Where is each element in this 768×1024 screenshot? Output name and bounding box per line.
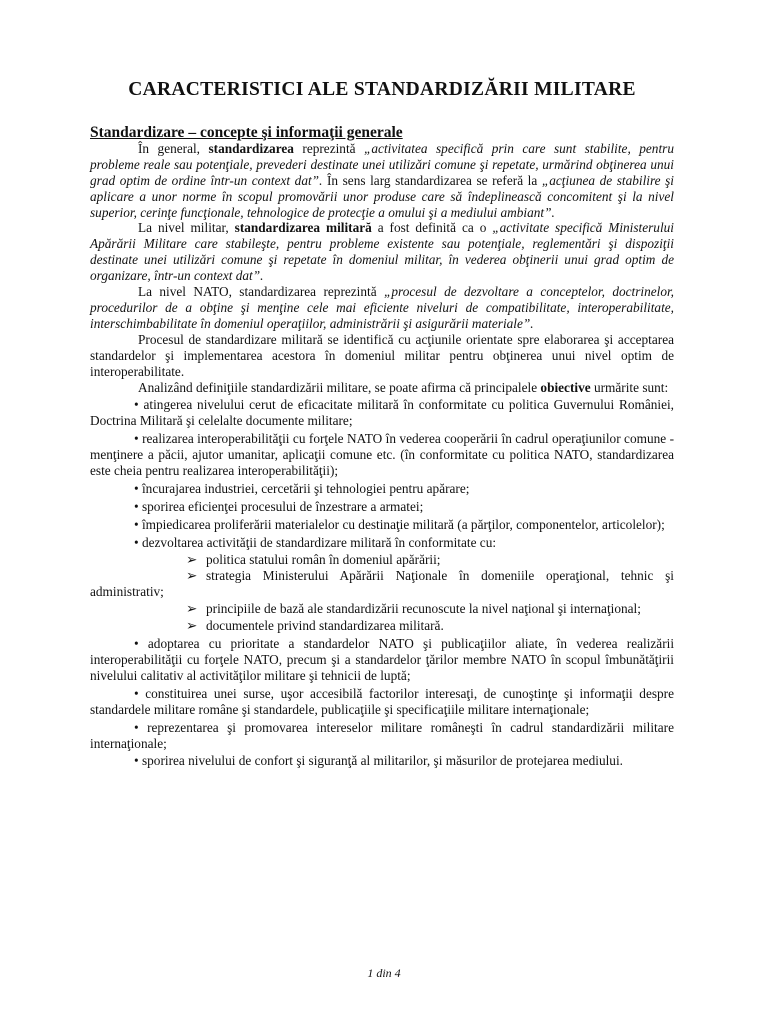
- text-span: a fost definită ca o: [371, 220, 493, 236]
- bullet-icon: •: [134, 719, 139, 735]
- list-item-text: realizarea interoperabilităţii cu forţele NATO în vederea cooperării în cadrul operaţiunilor comune - menţinere a păcii, ajutor umanitar, aplicaţii comune etc. (în conformitate cu politica NATO, standardizarea este cheia pentru realizarea interoperabilităţii);: [90, 431, 674, 479]
- list-item-text: atingerea nivelului cerut de eficacitate militară în conformitate cu politica Guvernului României, Doctrina Militară şi celelalte documente militare;: [90, 397, 675, 429]
- page-number: 1 din 4: [367, 966, 401, 980]
- list-item-text: adoptarea cu prioritate a standardelor NATO şi publicaţiilor aliate, în vederea realizării interoperabilităţii cu forţele NATO, precum şi a standardelor ţărilor membre NATO în scopul îmbunătăţirii nivelului calitativ al activităţilor militare şi tehnicii de luptă;: [90, 636, 675, 683]
- sub-items-list: [90, 551, 674, 635]
- objectives-list-a: [90, 395, 674, 550]
- page-title: CARACTERISTICI ALE STANDARDIZĂRII MILITARE: [128, 79, 636, 100]
- italic-quote: „activitate specifică Ministerului Apărării Militare care stabileşte, pentru probleme existente sau potenţiale, reglementări şi dispoziţii destinate unei utilizări comune şi repetate în domeniul militar, în vederea obţinerii unui grad optim de organizare, într-un context dat”.: [90, 220, 674, 284]
- arrow-bullet-icon: ➢: [186, 601, 198, 617]
- text-span: urmărite sunt:: [590, 379, 669, 395]
- italic-quote: „activitatea specifică prin care sunt stabilite, pentru probleme reale sau potenţiale, prevederi destinate unei utilizări comune şi repetate, urmărind obţinerea unui grad optim de ordine într-un context dat”.: [90, 140, 674, 188]
- bullet-icon: •: [134, 516, 139, 532]
- bold-term: standardizarea militară: [234, 220, 372, 236]
- sub-list-item: [90, 567, 674, 600]
- arrow-bullet-icon: ➢: [186, 568, 198, 584]
- list-item: [90, 634, 674, 684]
- bullet-icon: •: [134, 498, 139, 514]
- bold-term: obiective: [540, 379, 591, 395]
- section-heading: Standardizare – concepte şi informaţii generale: [90, 123, 403, 141]
- list-item-text: încurajarea industriei, cercetării şi tehnologiei pentru apărare;: [141, 480, 470, 496]
- list-item-text: constituirea unei surse, uşor accesibilă factorilor interesaţi, de cunoştinţe şi informaţii despre standardele militare române şi standardele, publicaţiile şi specificaţiile militare internaţionale;: [90, 685, 675, 717]
- text-span: În general,: [138, 140, 209, 156]
- list-item-text: sporirea nivelului de confort şi siguranţă al militarilor, şi măsurilor de protejarea mediului.: [141, 753, 623, 769]
- italic-quote: „procesul de dezvoltare a conceptelor, doctrinelor, procedurilor de a obţine şi menţine cele mai eficiente niveluri de compatibilitate, interoperabilitate, interschimbabilitate în domeniul operaţiilor, administrării şi asigurării materiale”.: [90, 284, 674, 331]
- italic-quote: „acţiunea de stabilire şi aplicare a unor norme în scopul promovării unor produse care să îndeplinească concomitent şi la nivel superior, cerinţe funcţionale, tehnologice de protecţie a omului şi a mediului ambiant”.: [90, 172, 674, 220]
- bullet-icon: •: [134, 636, 139, 652]
- text-span: La nivel NATO, standardizarea reprezintă: [138, 284, 384, 300]
- bold-term: standardizarea: [208, 140, 294, 156]
- list-item: [90, 533, 674, 551]
- sub-list-item: [90, 617, 674, 634]
- bullet-icon: •: [134, 397, 139, 413]
- paragraph-military-definition: [90, 220, 674, 284]
- sub-item-text: principiile de bază ale standardizării recunoscute la nivel naţional şi internaţional;: [206, 601, 641, 617]
- bullet-icon: •: [134, 753, 139, 769]
- objectives-list-b: [90, 634, 674, 769]
- bullet-icon: •: [134, 480, 139, 496]
- paragraph-general-definition: [90, 141, 674, 221]
- document-page: [90, 79, 675, 769]
- list-item: [90, 515, 674, 533]
- list-item: [90, 395, 674, 429]
- text-span: Analizând definiţiile standardizării militare, se poate afirma că principalele: [138, 379, 541, 395]
- sub-item-text: documentele privind standardizarea militară.: [206, 618, 444, 634]
- paragraph-process: Procesul de standardizare militară se identifică cu acţiunile orientate spre elaborarea şi acceptarea standardelor şi implementarea acestora în domeniul militar pentru obţinerea unui nivel optim de interoperabilitate.: [90, 331, 674, 379]
- list-item-text: sporirea eficienţei procesului de înzestrare a armatei;: [141, 498, 424, 514]
- list-item: [90, 497, 674, 515]
- list-item-text: reprezentarea şi promovarea intereselor militare româneşti în cadrul standardizării militare internaţionale;: [90, 719, 674, 751]
- sub-list-item: [90, 551, 674, 568]
- arrow-bullet-icon: ➢: [186, 551, 198, 567]
- sub-item-text: strategia Ministerului Apărării Naţionale în domeniile operaţional, tehnic şi administrativ;: [90, 568, 674, 600]
- text-span: La nivel militar,: [138, 220, 235, 236]
- paragraph-nato-definition: [90, 284, 674, 332]
- list-item: [90, 479, 674, 497]
- list-item-text: împiedicarea proliferării materialelor cu destinaţie militară (a părţilor, componentelor, articolelor);: [141, 516, 665, 532]
- sub-list-item: [90, 600, 674, 617]
- list-item-text: dezvoltarea activităţii de standardizare militară în conformitate cu:: [141, 534, 497, 550]
- paragraph-objectives-intro: [90, 380, 674, 396]
- list-item: [90, 751, 674, 769]
- bullet-icon: •: [134, 685, 139, 701]
- list-item: [90, 429, 674, 479]
- bullet-icon: •: [134, 534, 139, 550]
- text-span: În sens larg standardizarea se referă la: [322, 172, 542, 188]
- sub-item-text: politica statului român în domeniul apărării;: [206, 551, 441, 567]
- text-span: reprezintă: [293, 140, 365, 156]
- list-item: [90, 684, 674, 718]
- bullet-icon: •: [134, 431, 139, 447]
- list-item: [90, 718, 674, 752]
- arrow-bullet-icon: ➢: [186, 618, 198, 634]
